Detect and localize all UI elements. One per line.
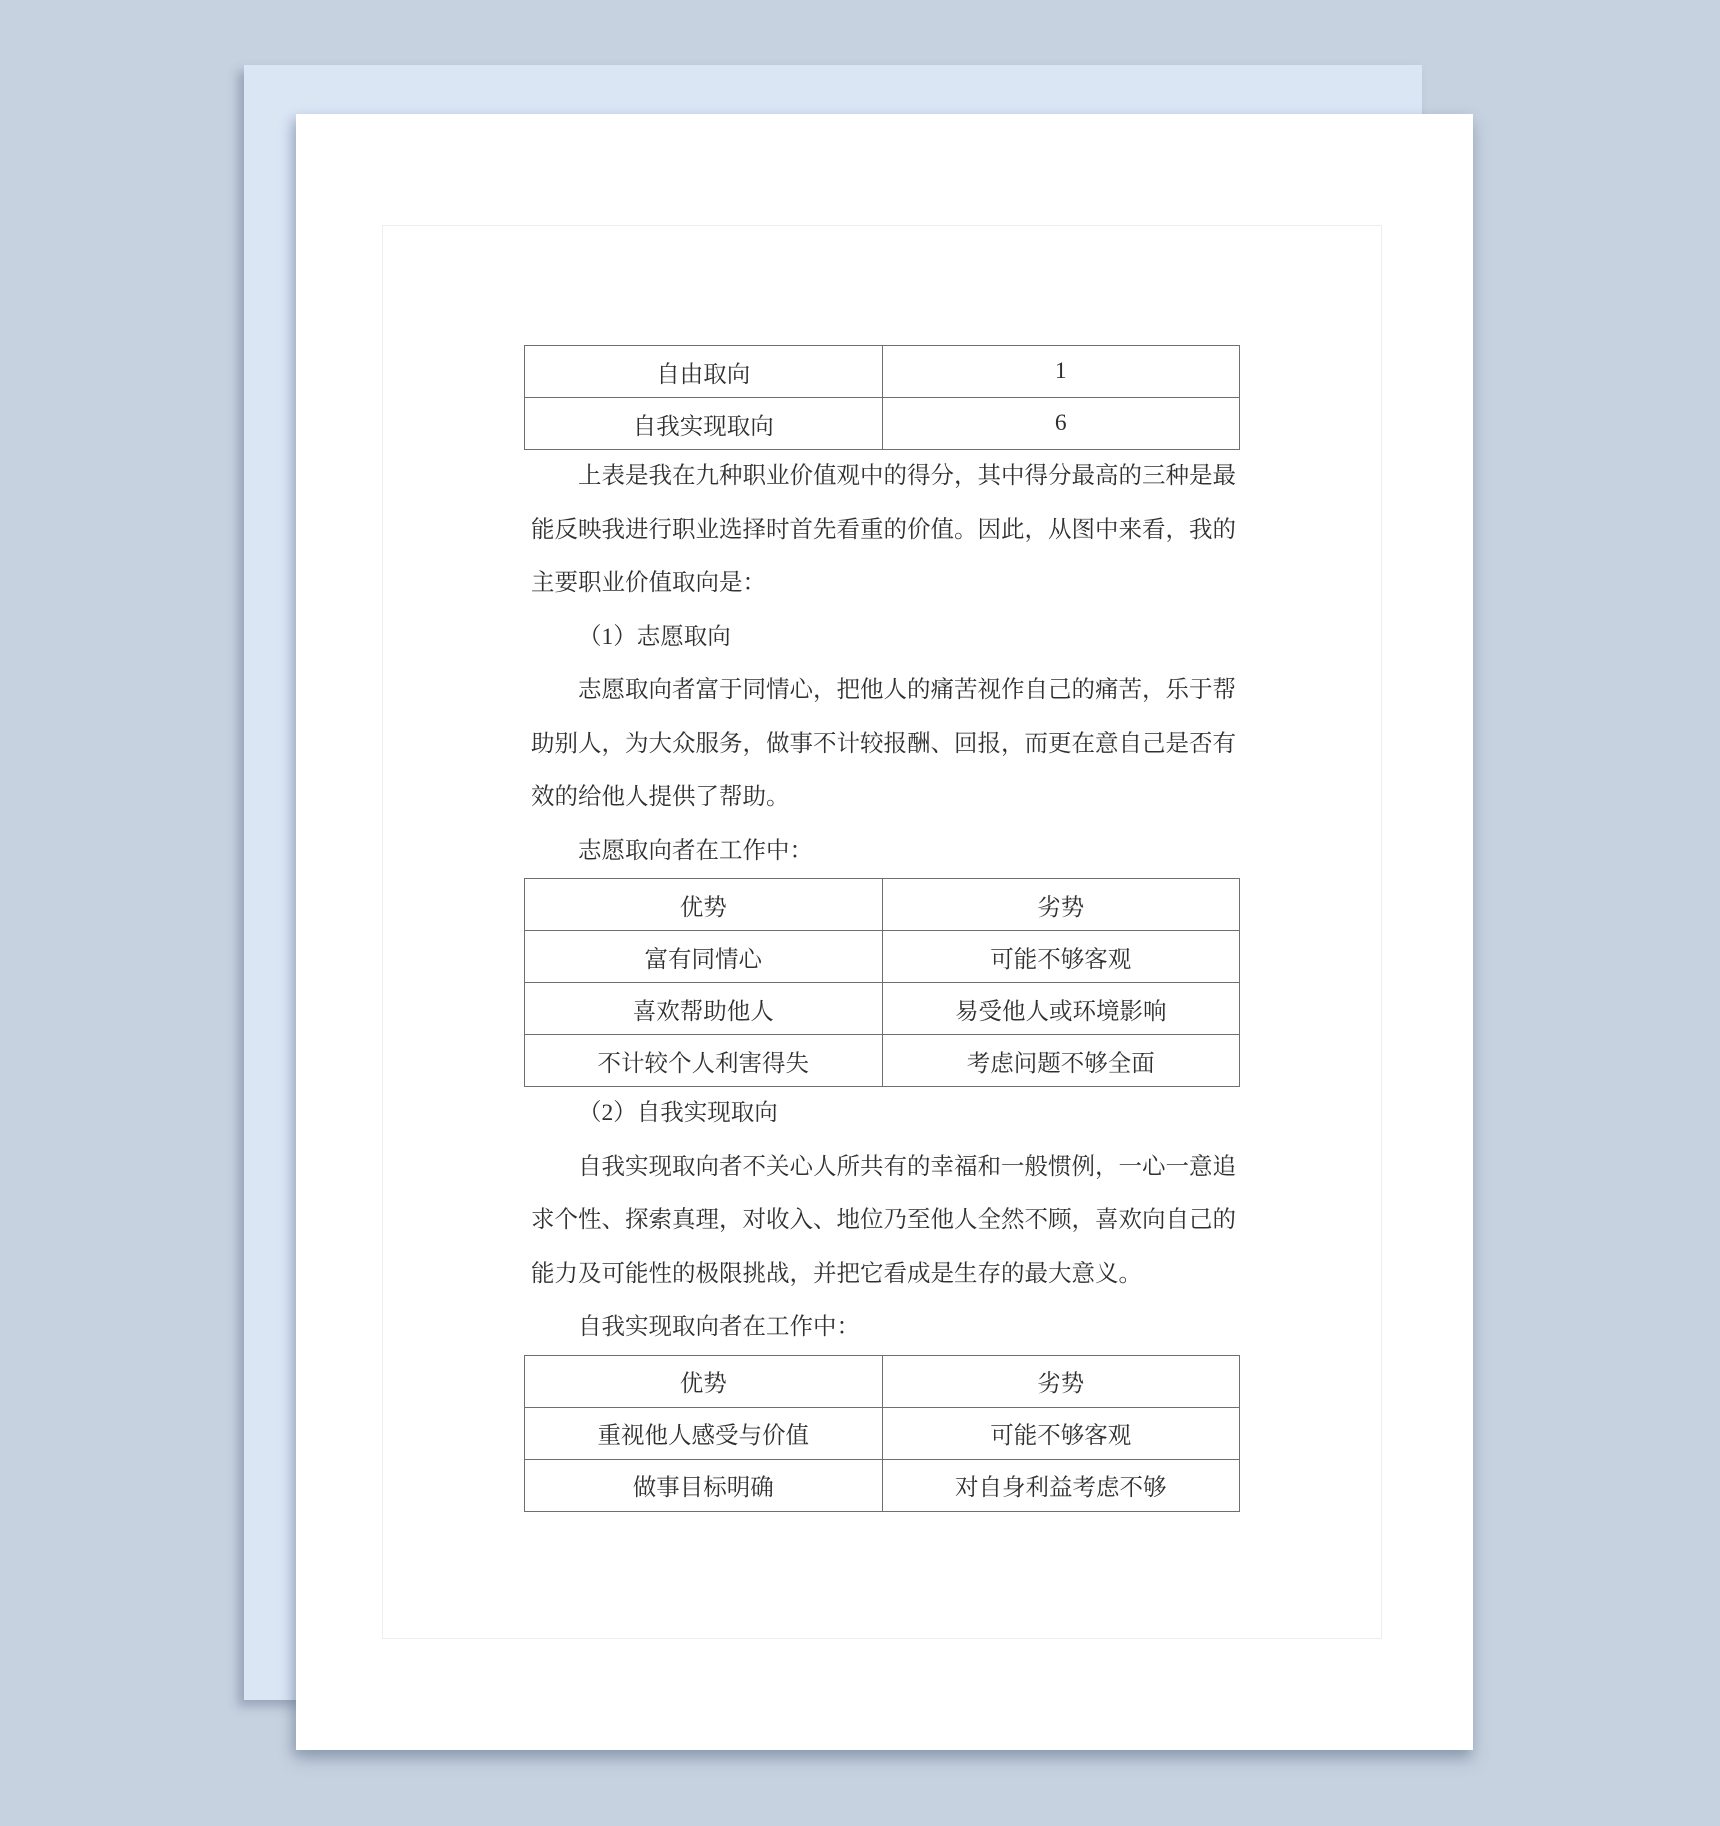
score-value: 6 — [882, 398, 1240, 450]
text-line: 志愿取向者富于同情心，把他人的痛苦视作自己的痛苦，乐于帮 — [578, 677, 1236, 703]
table-row — [525, 983, 1240, 1035]
table-row — [525, 1035, 1240, 1087]
document-content — [524, 345, 1240, 1512]
text-line: 上表是我在九种职业价值观中的得分，其中得分最高的三种是最 — [578, 463, 1236, 489]
table-cell: 易受他人或环境影响 — [882, 983, 1240, 1035]
table-row — [525, 346, 1240, 398]
table-cell: 做事目标明确 — [525, 1459, 883, 1511]
table-cell: 重视他人感受与价值 — [525, 1407, 883, 1459]
section-2-table-label: 自我实现取向者在工作中： — [578, 1314, 860, 1340]
score-label: 自我实现取向 — [525, 398, 883, 450]
score-value: 1 — [882, 346, 1240, 398]
table-row — [525, 931, 1240, 983]
column-header: 优势 — [525, 879, 883, 931]
section-2-table-label-block — [524, 1301, 1236, 1355]
text-line: 能力及可能性的极限挑战，并把它看成是生存的最大意义。 — [531, 1260, 1142, 1287]
section-1-table-label-block — [524, 825, 1236, 879]
text-line: 主要职业价值取向是： — [531, 570, 766, 596]
table-cell: 富有同情心 — [525, 931, 883, 983]
score-table — [524, 345, 1240, 450]
column-header: 劣势 — [882, 1355, 1240, 1407]
section-1-heading: （1）志愿取向 — [578, 623, 731, 650]
table-cell: 喜欢帮助他人 — [525, 983, 883, 1035]
section-2-paragraph — [524, 1141, 1236, 1302]
text-line: 能反映我进行职业选择时首先看重的价值。因此，从图中来看，我的 — [531, 516, 1236, 543]
table-header-row — [525, 879, 1240, 931]
table-header-row — [525, 1355, 1240, 1407]
section-1-table — [524, 878, 1240, 1087]
column-header: 劣势 — [882, 879, 1240, 931]
section-2-block — [524, 1087, 1236, 1141]
section-1-block — [524, 611, 1236, 665]
table-cell: 对自身利益考虑不够 — [882, 1459, 1240, 1511]
table-cell: 考虑问题不够全面 — [882, 1035, 1240, 1087]
intro-paragraph — [524, 450, 1236, 611]
section-2-heading: （2）自我实现取向 — [578, 1100, 778, 1126]
table-cell: 不计较个人利害得失 — [525, 1035, 883, 1087]
table-row — [525, 398, 1240, 450]
section-2-table — [524, 1355, 1240, 1512]
table-cell: 可能不够客观 — [882, 1407, 1240, 1459]
score-label: 自由取向 — [525, 346, 883, 398]
table-row — [525, 1459, 1240, 1511]
section-1-table-label: 志愿取向者在工作中： — [578, 837, 813, 864]
table-row — [525, 1407, 1240, 1459]
text-line: 求个性、探索真理，对收入、地位乃至他人全然不顾，喜欢向自己的 — [531, 1207, 1236, 1233]
document-page — [296, 114, 1473, 1750]
column-header: 优势 — [525, 1355, 883, 1407]
table-cell: 可能不够客观 — [882, 931, 1240, 983]
section-1-paragraph — [524, 664, 1236, 825]
text-line: 自我实现取向者不关心人所共有的幸福和一般惯例，一心一意追 — [578, 1153, 1236, 1180]
text-line: 助别人，为大众服务，做事不计较报酬、回报，而更在意自己是否有 — [531, 730, 1236, 757]
text-line: 效的给他人提供了帮助。 — [531, 784, 790, 810]
